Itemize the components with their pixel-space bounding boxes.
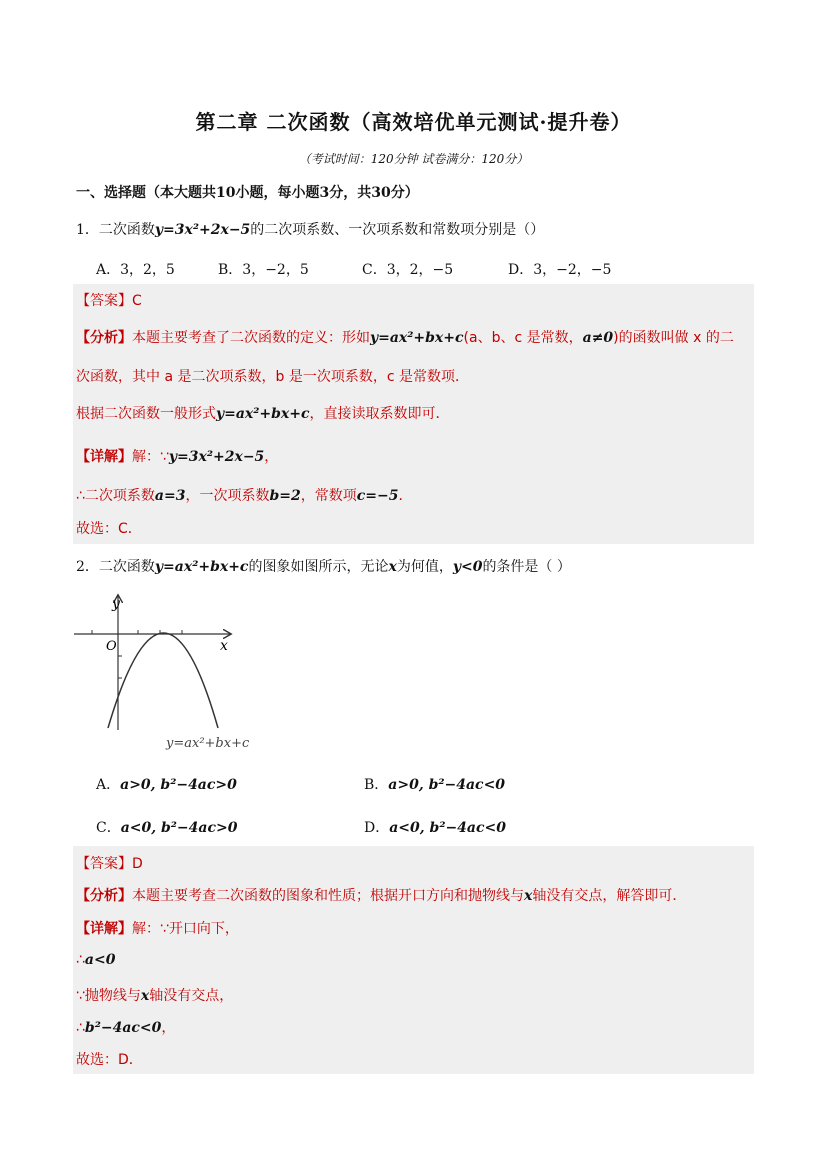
option-a: A．3，2，5 xyxy=(96,262,175,278)
section-heading: 一、选择题（本大题共10小题，每小题3分，共30分） xyxy=(76,185,419,201)
question-2-stem: 2．二次函数y=ax²+bx+c的图象如图所示，无论x为何值，y<0的条件是（ ） xyxy=(76,559,571,575)
question-1-stem: 1．二次函数y=3x²+2x−5的二次项系数、一次项系数和常数项分别是（） xyxy=(76,222,545,238)
parabola-curve xyxy=(108,633,218,728)
q2-detail-line1: 【详解】解：∵开口向下， xyxy=(76,921,239,937)
q1-detail-line2: ∴二次项系数a=3，一次项系数b=2，常数项c=−5． xyxy=(76,488,413,504)
option-d: D．3，−2，−5 xyxy=(508,262,612,278)
x-axis-label: x xyxy=(220,638,228,654)
q1-answer: 【答案】C xyxy=(76,293,142,309)
q2-option-c: C．a<0, b²−4ac>0 xyxy=(96,820,238,836)
q2-answer: 【答案】D xyxy=(76,856,143,872)
q2-option-b: B．a>0, b²−4ac<0 xyxy=(364,777,506,793)
q1-detail-line1: 【详解】解：∵y=3x²+2x−5， xyxy=(76,449,279,465)
q2-analysis: 【分析】本题主要考查二次函数的图象和性质；根据开口方向和抛物线与x轴没有交点，解答即可． xyxy=(76,888,687,904)
q2-detail-line3: ∵抛物线与x轴没有交点， xyxy=(76,988,234,1004)
q2-option-a: A．a>0, b²−4ac>0 xyxy=(96,777,237,793)
q1-choose: 故选：C． xyxy=(76,521,142,537)
q1-analysis-line3: 根据二次函数一般形式y=ax²+bx+c，直接读取系数即可． xyxy=(76,406,450,422)
q2-option-d: D．a<0, b²−4ac<0 xyxy=(364,820,506,836)
exam-info: （考试时间：120分钟 试卷满分：120分） xyxy=(298,152,529,166)
q1-analysis-line1: 【分析】本题主要考查了二次函数的定义：形如y=ax²+bx+c(a、b、c 是常数，a≠0)的函数叫做 x 的二 xyxy=(76,330,734,346)
option-b: B．3，−2，5 xyxy=(218,262,309,278)
q2-detail-line4: ∴b²−4ac<0， xyxy=(76,1020,176,1036)
origin-label: O xyxy=(106,639,117,654)
parabola-graph xyxy=(72,590,272,755)
math-expr: y=3x²+2x−5 xyxy=(154,222,251,238)
option-c: C．3，2，−5 xyxy=(362,262,454,278)
q2-detail-line2: ∴a<0 xyxy=(76,952,116,968)
q2-solution-box xyxy=(73,846,754,1074)
q1-analysis-line2: 次函数，其中 a 是二次项系数，b 是一次项系数，c 是常数项． xyxy=(76,369,469,385)
page-title: 第二章 二次函数（高效培优单元测试·提升卷） xyxy=(195,110,632,134)
q2-choose: 故选：D． xyxy=(76,1052,143,1068)
curve-label: y=ax²+bx+c xyxy=(166,736,250,751)
y-axis-label: y xyxy=(112,596,120,612)
